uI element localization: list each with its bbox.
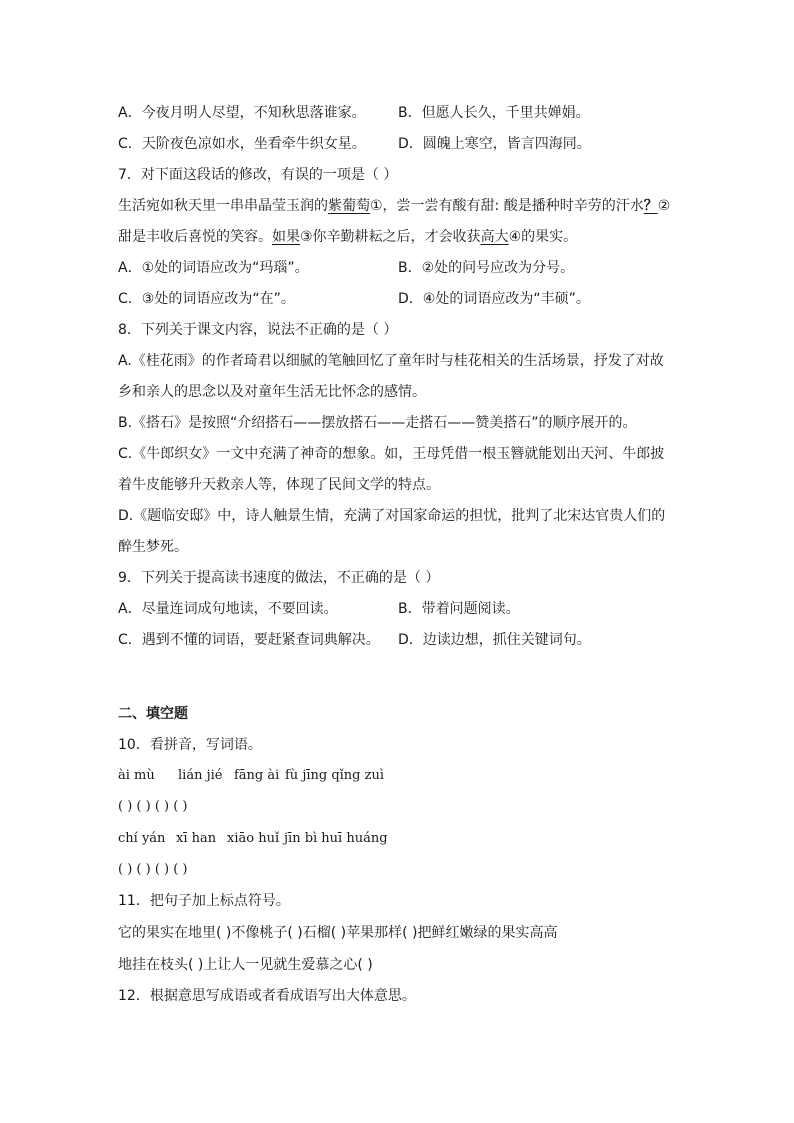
q10-pinyin-4: fù jīng qǐng zuì xyxy=(285,768,385,783)
q11-stem: 11．把句子加上标点符号。 xyxy=(118,893,290,909)
q11-sentence-line2: 地挂在枝头( )上让人一见就生爱慕之心( ) xyxy=(118,957,373,973)
q7-text: 生活宛如秋天里一串串晶莹玉润的 xyxy=(118,198,328,214)
q7-option-b: B．②处的问号应改为分号。 xyxy=(398,260,575,276)
q10-pinyin-7: xiāo huǐ xyxy=(227,831,280,846)
q11-sentence-line1: 它的果实在地里( )不像桃子( )石榴( )苹果那样( )把鲜红嫩绿的果实高高 xyxy=(118,925,558,941)
q10-pinyin-8: jīn bì huī huáng xyxy=(284,831,388,846)
q7-option-c: C．③处的词语应改为“在”。 xyxy=(118,291,295,307)
q8-option-a-line1: A.《桂花雨》的作者琦君以细腻的笔触回忆了童年时与桂花相关的生活场景，抒发了对故 xyxy=(118,353,664,369)
q7-text: ③你辛勤耕耘之后，才会收获 xyxy=(300,229,481,245)
q7-text: 甜是丰收后喜悦的笑容。 xyxy=(118,229,272,245)
q10-pinyin-1: ài mù xyxy=(118,768,155,783)
q7-passage-line2 xyxy=(118,227,577,247)
q7-text: ①，尝一尝有酸有甜: 酸是播种时辛劳的汗水 xyxy=(370,198,644,214)
q10-pinyin-5: chí yán xyxy=(118,831,166,846)
section-title: 二、填空题 xyxy=(118,706,188,722)
q7-underlined-word-3: 如果 xyxy=(272,229,300,245)
q7-underlined-word-4: 高大 xyxy=(480,229,509,245)
q9-option-d: D．边读边想，抓住关键词句。 xyxy=(398,632,591,648)
q10-pinyin-3: fāng ài xyxy=(234,768,280,783)
q7-text: ② xyxy=(657,198,671,214)
q6-option-c: C．天阶夜色凉如水，坐看牵牛织女星。 xyxy=(118,136,366,152)
q7-underlined-word-1: 紫葡萄 xyxy=(328,198,370,214)
q12-stem: 12．根据意思写成语或者看成语写出大体意思。 xyxy=(118,988,416,1004)
q8-stem: 8．下列关于课文内容，说法不正确的是（ ） xyxy=(118,322,398,338)
q6-option-a: A．今夜月明人尽望，不知秋思落谁家。 xyxy=(118,105,366,121)
q9-stem: 9．下列关于提高读书速度的做法，不正确的是（ ） xyxy=(118,570,440,586)
q10-blanks-row2: ( ) ( ) ( ) ( ) xyxy=(118,862,188,877)
q6-option-b: B．但愿人长久，千里共婵娟。 xyxy=(398,105,590,121)
q9-option-c: C．遇到不懂的词语，要赶紧查词典解决。 xyxy=(118,632,380,648)
q7-text: ④的果实。 xyxy=(508,229,578,245)
q7-stem: 7．对下面这段话的修改，有误的一项是（ ） xyxy=(118,167,398,183)
q9-option-b: B．带着问题阅读。 xyxy=(398,601,520,617)
q9-option-a: A．尽量连词成句地读，不要回读。 xyxy=(118,601,338,617)
q8-option-d-line2: 醉生梦死。 xyxy=(118,539,188,555)
q7-underlined-mark-2: ？ xyxy=(643,198,658,214)
q8-option-b: B.《搭石》是按照“介绍搭石——摆放搭石——走搭石——赞美搭石”的顺序展开的。 xyxy=(118,415,637,431)
q7-passage-line1 xyxy=(118,196,670,216)
q10-blanks-row1: ( ) ( ) ( ) ( ) xyxy=(118,799,188,814)
q8-option-a-line2: 乡和亲人的思念以及对童年生活无比怀念的感情。 xyxy=(118,384,426,400)
q8-option-c-line1: C.《牛郎织女》一文中充满了神奇的想象。如，王母凭借一根玉簪就能划出天河、牛郎披 xyxy=(118,446,665,462)
q10-pinyin-6: xī han xyxy=(176,831,217,846)
q8-option-c-line2: 着牛皮能够升天救亲人等，体现了民间文学的特点。 xyxy=(118,477,440,493)
q6-option-d: D．圆魄上寒空，皆言四海同。 xyxy=(398,136,591,152)
q7-option-d: D．④处的词语应改为“丰硕”。 xyxy=(398,291,590,307)
q10-pinyin-2: lián jié xyxy=(178,768,223,783)
q7-option-a: A．①处的词语应改为“玛瑙”。 xyxy=(118,260,309,276)
q8-option-d-line1: D.《题临安邸》中，诗人触景生情，充满了对国家命运的担忧，批判了北宋达官贵人们的 xyxy=(118,508,666,524)
q10-stem: 10．看拼音，写词语。 xyxy=(118,737,262,753)
